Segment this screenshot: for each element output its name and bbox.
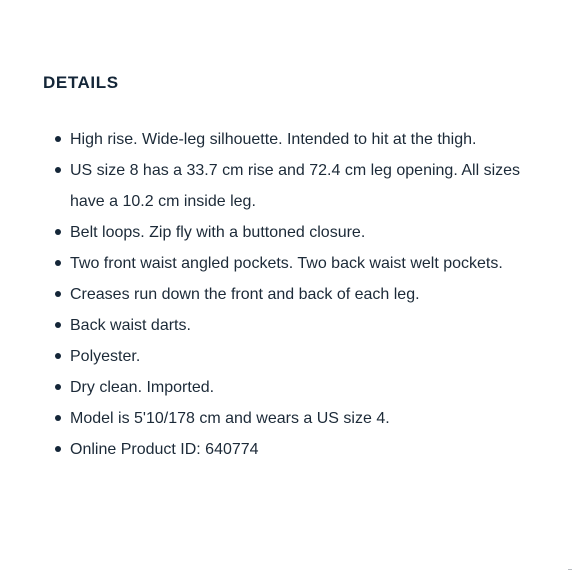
bullet-icon (55, 353, 61, 359)
list-item (43, 434, 553, 465)
list-item-text: Model is 5'10/178 cm and wears a US size 4. (70, 410, 390, 427)
list-item (43, 217, 553, 248)
list-item-text: High rise. Wide-leg silhouette. Intended to hit at the thigh. (70, 131, 477, 148)
details-section (43, 72, 553, 458)
bullet-icon (55, 322, 61, 328)
bullet-icon (55, 260, 61, 266)
list-item-text: Two front waist angled pockets. Two back waist welt pockets. (70, 255, 503, 272)
bullet-icon (55, 384, 61, 390)
details-heading: DETAILS (43, 73, 119, 92)
list-item (43, 310, 553, 341)
list-item-text: US size 8 has a 33.7 cm rise and 72.4 cm leg opening. All sizes have a 10.2 cm inside leg. (70, 162, 521, 210)
list-item (43, 341, 553, 372)
list-item (43, 248, 553, 279)
list-item-text: Back waist darts. (70, 317, 191, 334)
list-item (43, 403, 553, 434)
list-item (43, 372, 553, 403)
list-item-text: Online Product ID: 640774 (70, 441, 259, 458)
details-list (43, 124, 553, 465)
bullet-icon (55, 136, 61, 142)
corner-mark (568, 569, 572, 570)
list-item-text: Belt loops. Zip fly with a buttoned closure. (70, 224, 366, 241)
list-item (43, 124, 553, 155)
list-item (43, 279, 553, 310)
list-item-text: Creases run down the front and back of each leg. (70, 286, 420, 303)
bullet-icon (55, 415, 61, 421)
list-item (43, 155, 553, 217)
bullet-icon (55, 446, 61, 452)
bullet-icon (55, 229, 61, 235)
bullet-icon (55, 167, 61, 173)
list-item-text: Polyester. (70, 348, 141, 365)
list-item-text: Dry clean. Imported. (70, 379, 215, 396)
bullet-icon (55, 291, 61, 297)
